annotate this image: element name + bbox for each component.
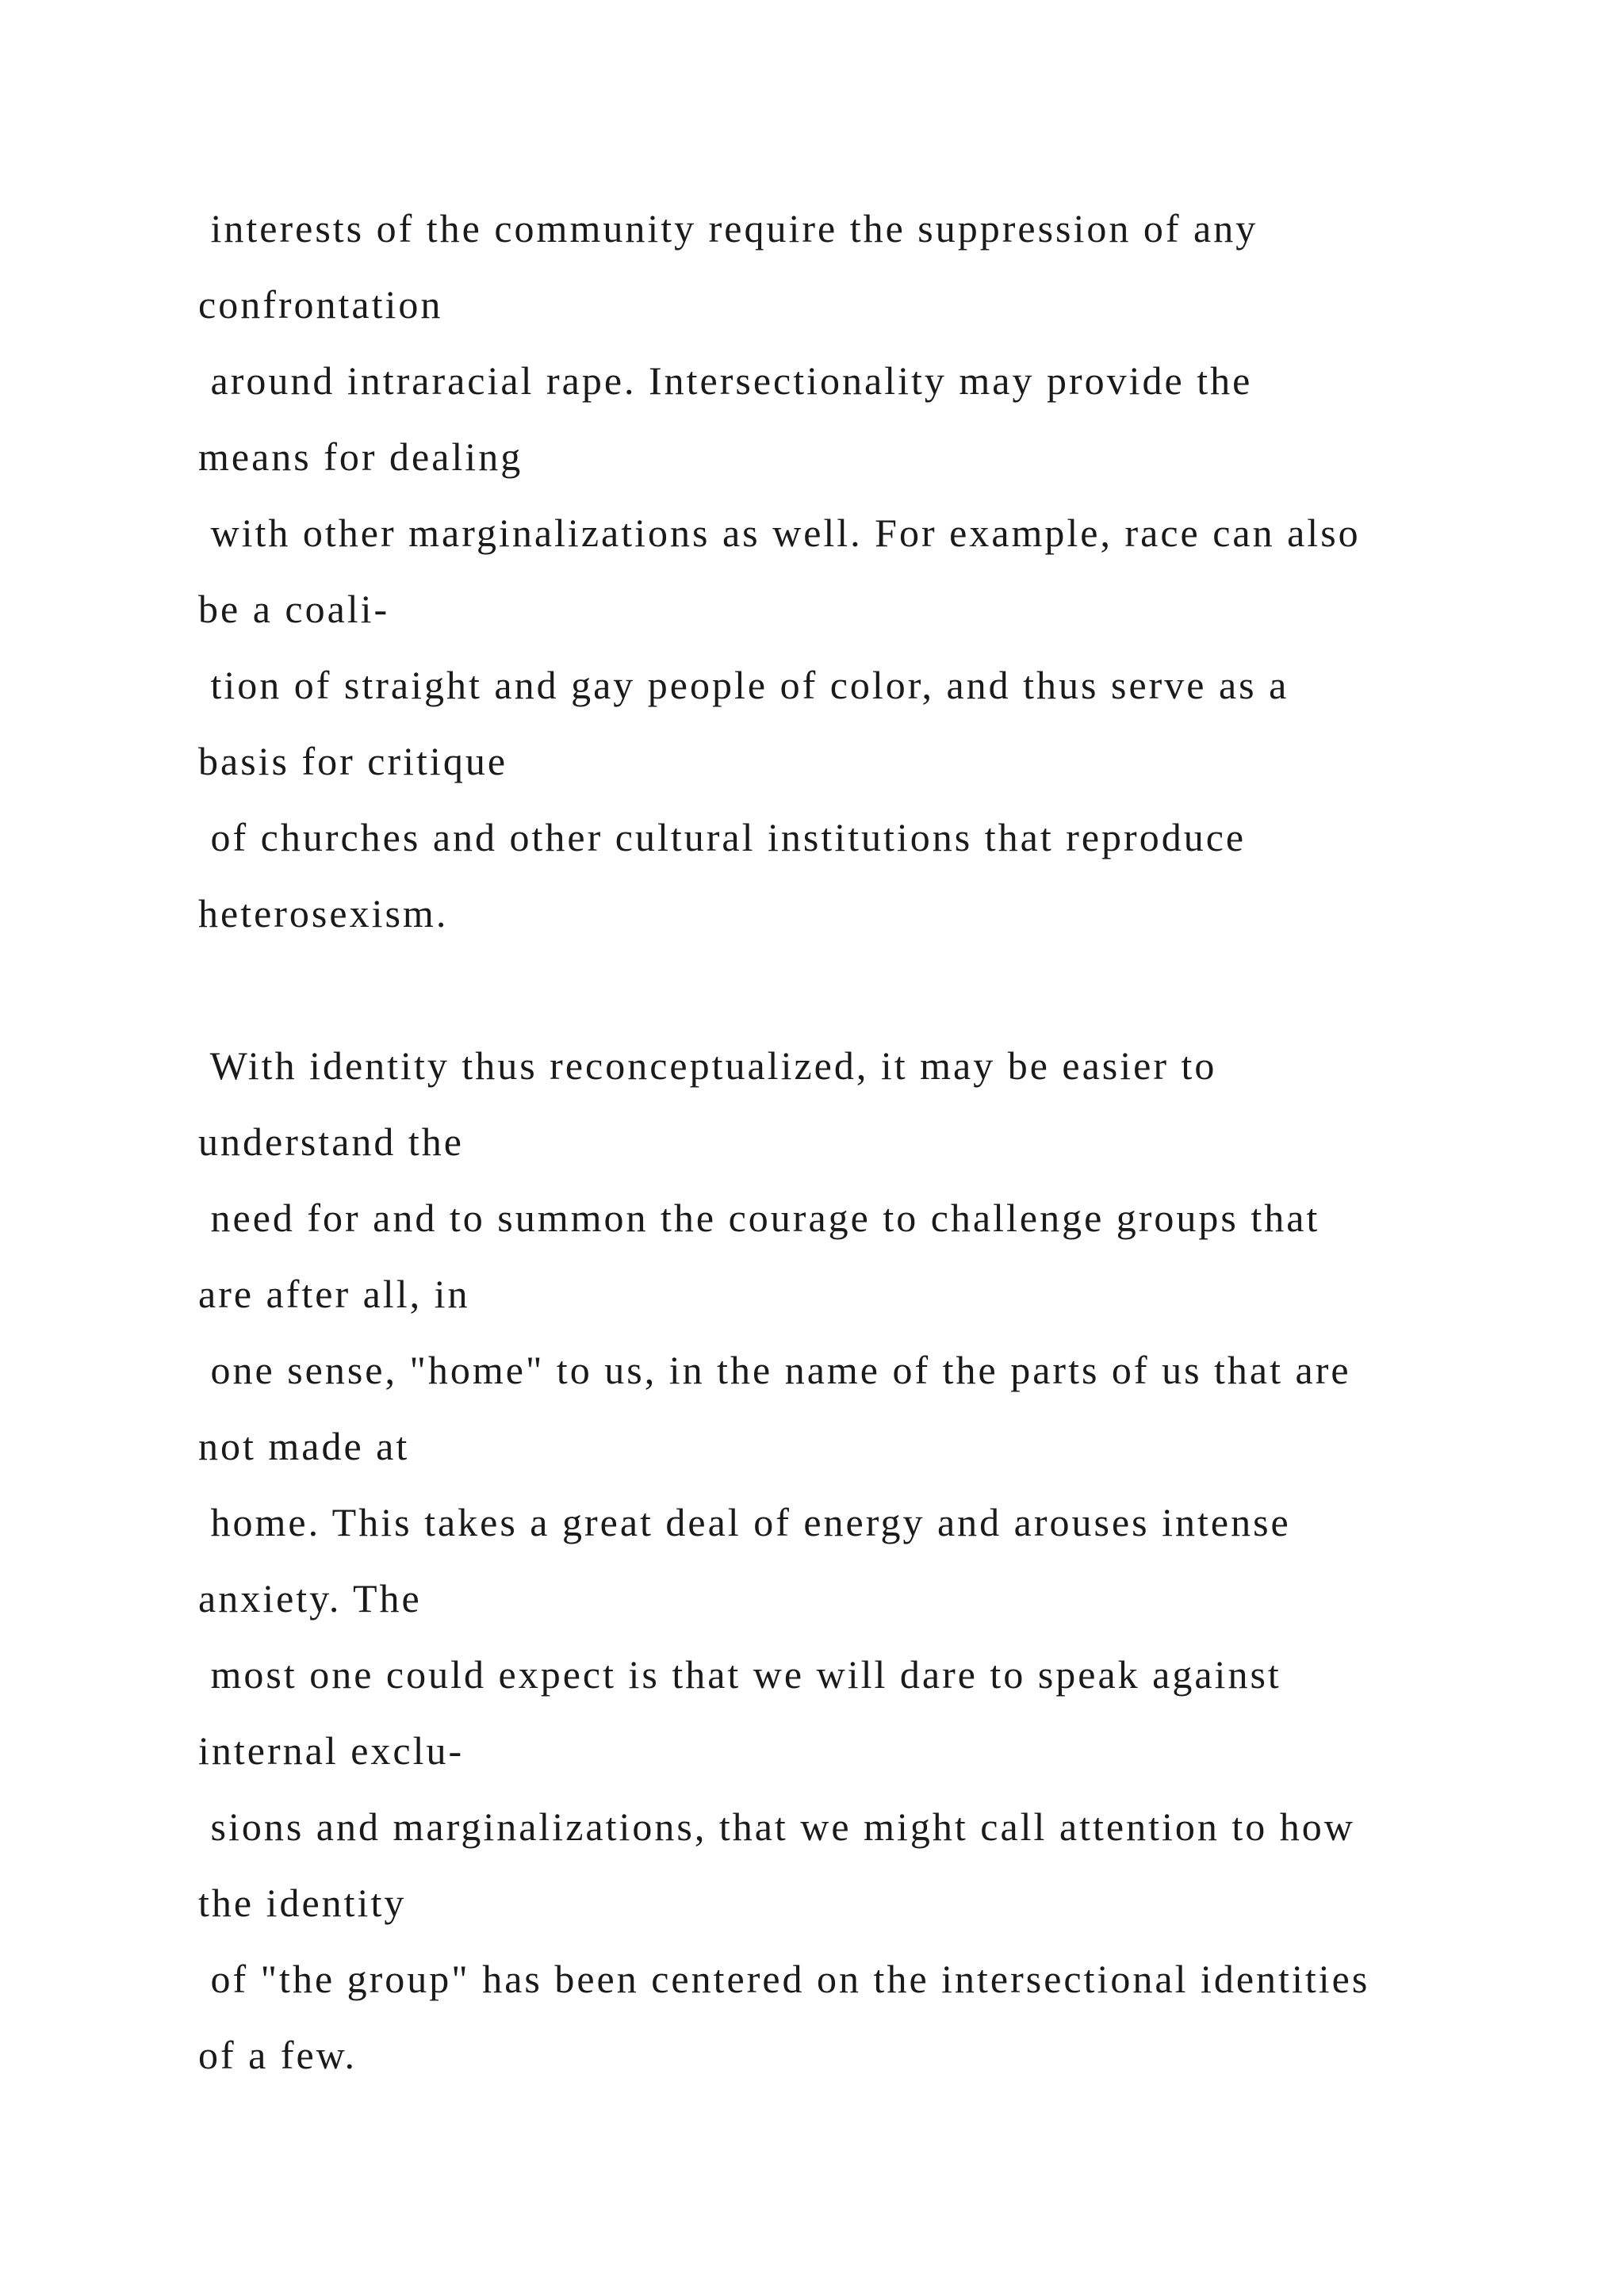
text-line: with other marginalizations as well. For example, race can also xyxy=(198,511,1361,555)
text-line: heterosexism. xyxy=(198,891,449,936)
text-line: means for dealing xyxy=(198,434,523,479)
text-line: be a coali- xyxy=(198,587,390,631)
text-line: basis for critique xyxy=(198,739,508,783)
text-line: of "the group" has been centered on the intersectional identities xyxy=(198,1957,1370,2001)
text-line: interests of the community require the suppression of any xyxy=(198,206,1258,251)
paragraph-break xyxy=(198,951,1546,1027)
text-line: around intraracial rape. Intersectionality may provide the xyxy=(198,358,1253,403)
document-body xyxy=(198,190,1546,2093)
text-line: most one could expect is that we will dare to speak against xyxy=(198,1652,1281,1697)
text-line: the identity xyxy=(198,1881,407,1925)
text-line: internal exclu- xyxy=(198,1728,465,1773)
text-line: confrontation xyxy=(198,282,443,327)
text-line: of churches and other cultural institutions that reproduce xyxy=(198,815,1247,859)
text-line: need for and to summon the courage to challenge groups that xyxy=(198,1196,1320,1240)
text-line: With identity thus reconceptualized, it may be easier to xyxy=(198,1043,1217,1088)
text-line: not made at xyxy=(198,1424,410,1468)
text-line: understand the xyxy=(198,1119,464,1164)
text-line: sions and marginalizations, that we might call attention to how xyxy=(198,1804,1355,1849)
text-line: of a few. xyxy=(198,2033,358,2077)
text-line: anxiety. The xyxy=(198,1576,422,1621)
text-line: tion of straight and gay people of color, and thus serve as a xyxy=(198,663,1289,707)
text-line: home. This takes a great deal of energy and arouses intense xyxy=(198,1500,1291,1544)
text-line: are after all, in xyxy=(198,1272,470,1316)
text-line: one sense, "home" to us, in the name of the parts of us that are xyxy=(198,1348,1351,1392)
